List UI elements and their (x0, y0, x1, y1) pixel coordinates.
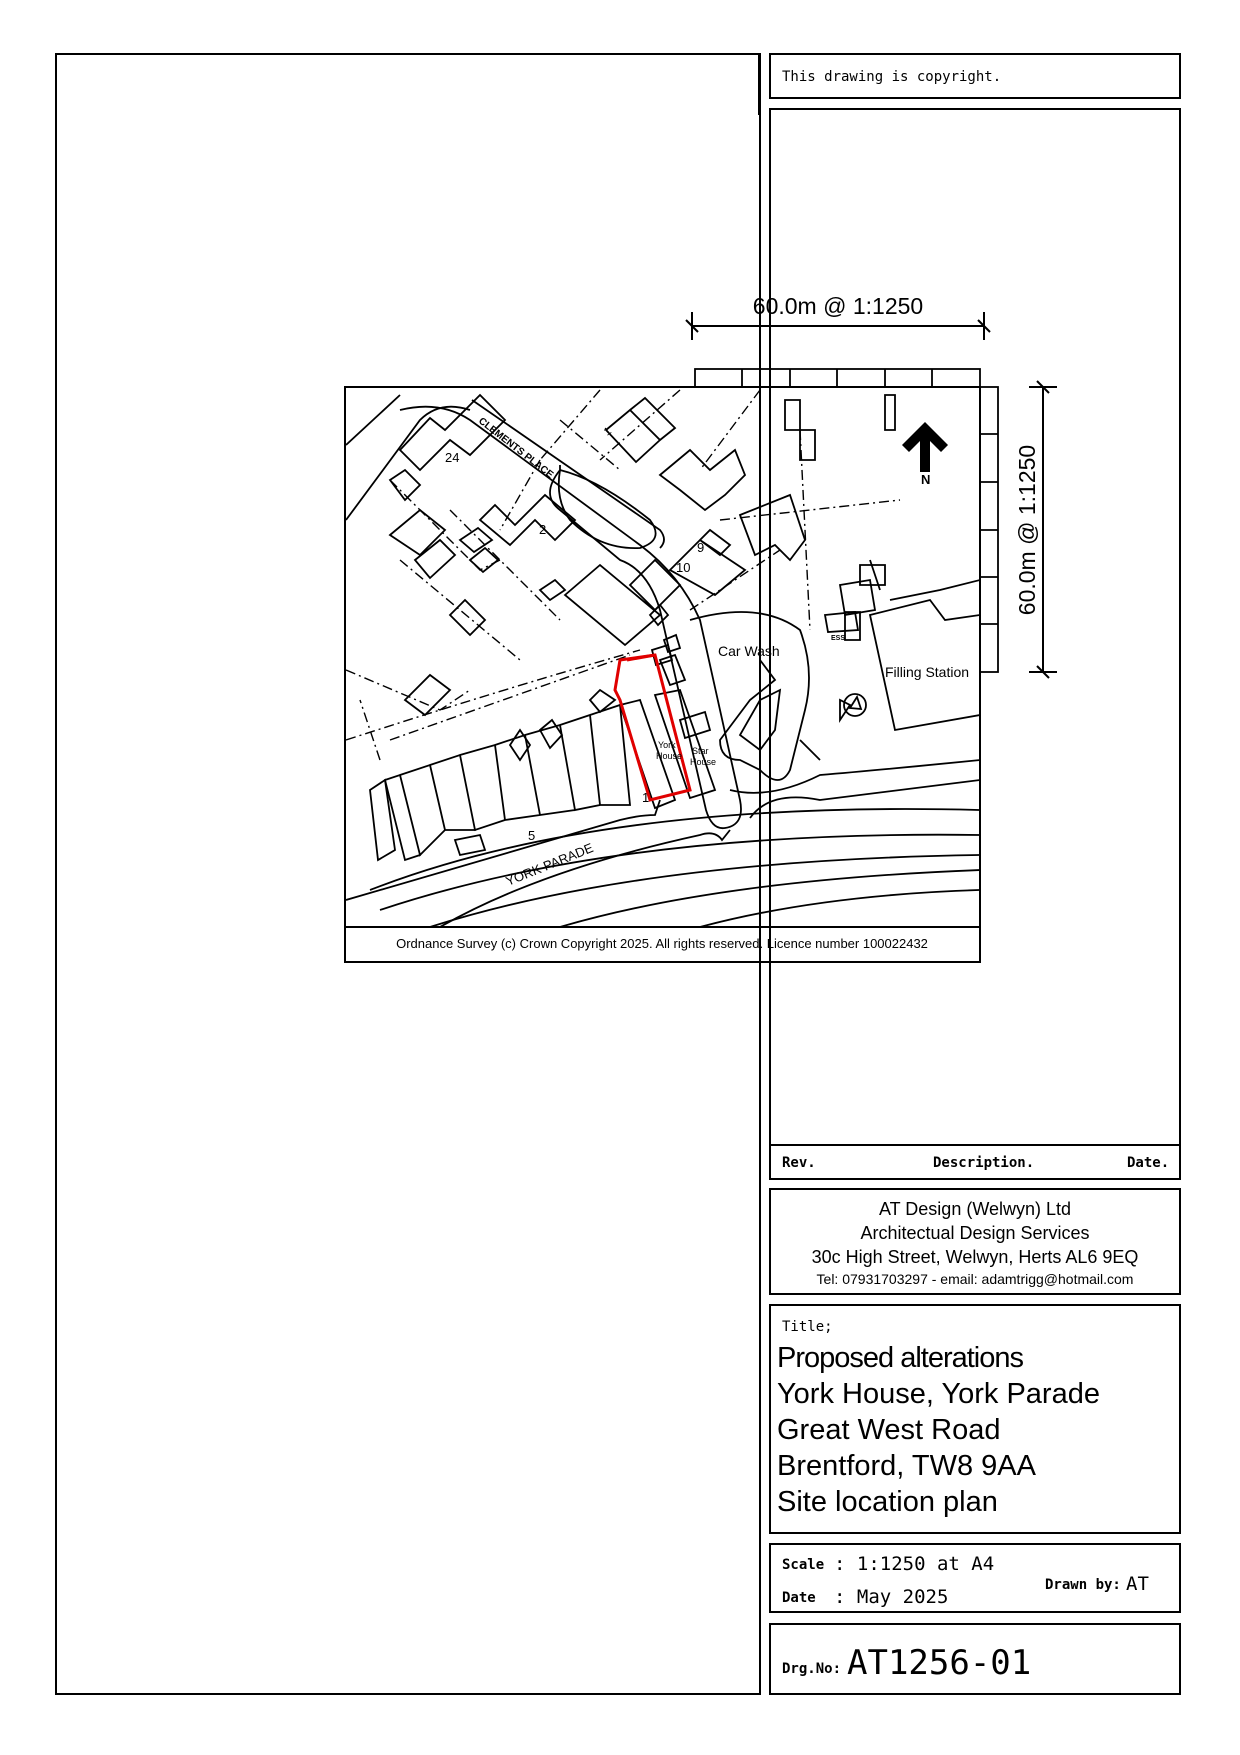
scale-value: : 1:1250 at A4 (834, 1553, 995, 1575)
building-ne-3 (740, 495, 805, 560)
horizontal-scale-label: 60.0m @ 1:1250 (752, 293, 924, 319)
rev-column-header: Rev. (782, 1155, 816, 1171)
ess-block (825, 612, 858, 632)
title-line-1: Proposed alterations (777, 1342, 1023, 1374)
york-house-label-1: York (658, 740, 676, 750)
building-ne-2 (885, 395, 895, 430)
drawing-number-label: Drg.No: (782, 1661, 842, 1677)
filling-station-label: Filling Station (885, 664, 970, 680)
drawn-by-value: AT (1126, 1573, 1149, 1595)
house-number-10: 10 (676, 560, 691, 575)
clements-place-loop (559, 470, 656, 548)
date-label: Date (782, 1590, 816, 1606)
house-number-9: 9 (697, 540, 705, 555)
york-parade-terrace (385, 705, 630, 860)
great-west-road-5 (700, 890, 980, 927)
great-west-road-4 (560, 870, 980, 927)
york-parade-label: YORK PARADE (503, 840, 596, 889)
great-west-road-1 (370, 809, 980, 890)
drawn-by-label: Drawn by: (1045, 1577, 1121, 1593)
star-house-label-1: Star (692, 746, 709, 756)
scale-label: Scale (782, 1557, 825, 1573)
drawing-number-value: AT1256-01 (847, 1643, 1032, 1683)
pump-island (844, 694, 866, 716)
house-number-1-top: 1 (601, 425, 614, 439)
os-notice: Ordnance Survey (c) Crown Copyright 2025. All rights reserved. Licence number 100022432 (396, 936, 928, 951)
vertical-scale-label: 60.0m @ 1:1250 (1014, 444, 1040, 616)
house-row-a (390, 510, 455, 578)
company-address: 30c High Street, Welwyn, Herts AL6 9EQ (811, 1247, 1139, 1267)
north-arrow-icon (902, 422, 948, 487)
house-right-pair (660, 450, 745, 510)
title-label: Title; (782, 1319, 833, 1335)
title-line-4: Brentford, TW8 9AA (777, 1450, 1036, 1482)
ruler-right (980, 387, 998, 672)
star-house-label-2: House (690, 757, 717, 767)
building-ne-1 (785, 400, 815, 460)
car-wash-label: Car Wash (718, 643, 780, 659)
description-column-header: Description. (933, 1155, 1035, 1171)
site-boundary (615, 655, 690, 800)
date-value: : May 2025 (834, 1586, 949, 1608)
company-name: AT Design (Welwyn) Ltd (878, 1199, 1072, 1219)
house-number-24: 24 (445, 450, 460, 465)
house-number-2: 2 (539, 522, 547, 537)
house-number-1-parade: 1 (642, 790, 650, 805)
title-line-3: Great West Road (777, 1414, 1001, 1446)
house-small-left2 (450, 600, 485, 635)
house-row-b (460, 528, 498, 572)
title-line-5: Site location plan (777, 1486, 998, 1518)
york-house-label-2: House (656, 751, 683, 761)
date-column-header: Date. (1127, 1155, 1170, 1171)
house-number-5: 5 (528, 828, 536, 843)
house-row-c (540, 580, 565, 600)
north-arrow-label: N (921, 472, 931, 487)
title-line-2: York House, York Parade (777, 1378, 1100, 1410)
house-1 (606, 398, 675, 462)
house-big-mid (565, 560, 680, 645)
ess-label: ESS (831, 635, 846, 642)
copyright-notice: This drawing is copyright. (782, 69, 1002, 85)
company-contact: Tel: 07931703297 - email: adamtrigg@hotmail.com (816, 1271, 1134, 1287)
company-services: Architectual Design Services (860, 1223, 1090, 1243)
clements-place-label: CLEMENTS PLACE (476, 415, 556, 481)
ruler-top (695, 369, 980, 387)
map-linework (346, 390, 980, 927)
